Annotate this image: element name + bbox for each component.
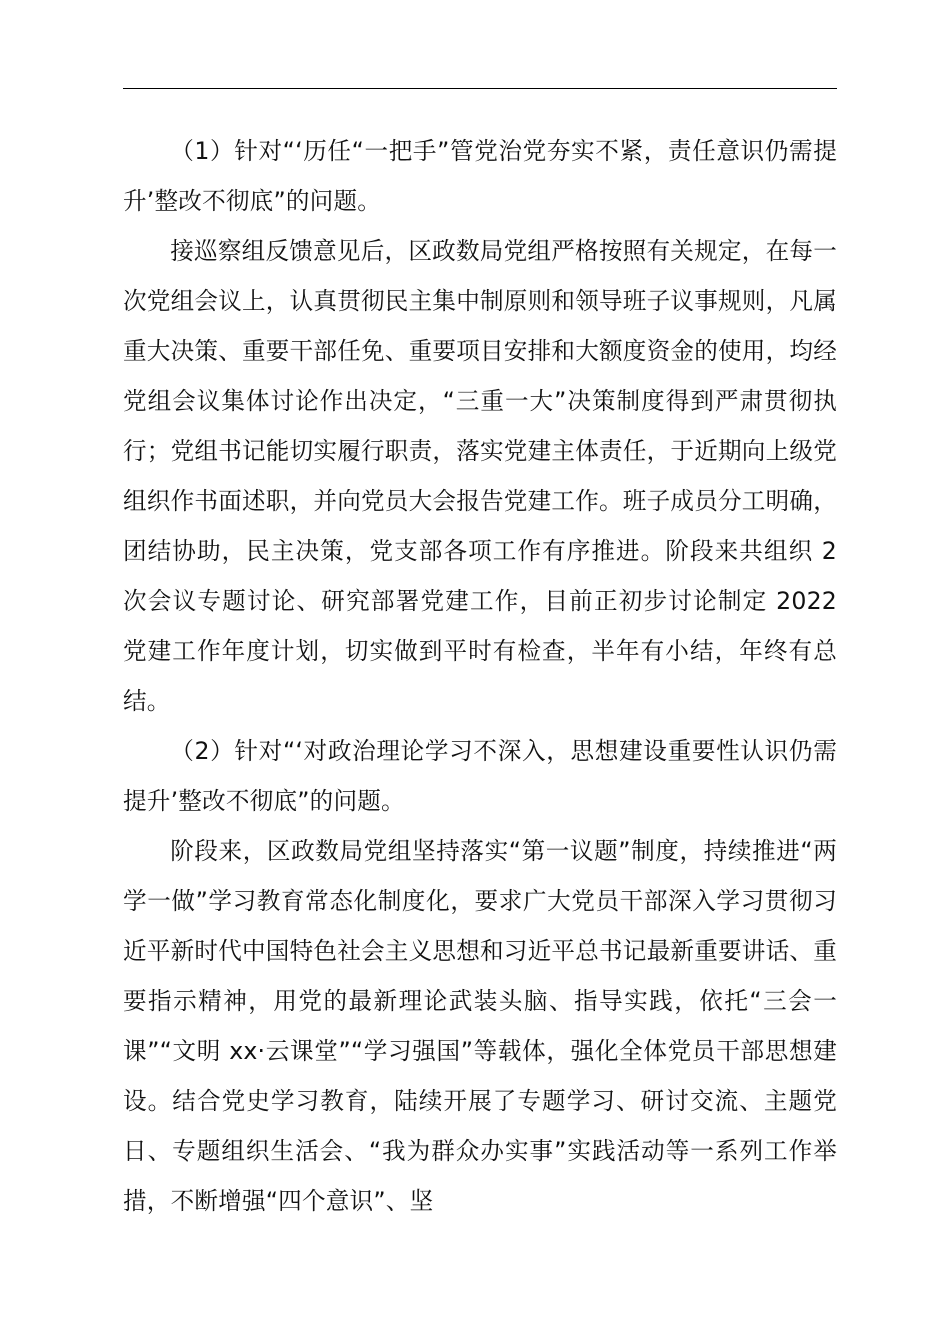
body-paragraph-2: 阶段来，区政数局党组坚持落实“第一议题”制度，持续推进“两学一做”学习教育常态化制度化，要求广大党员干部深入学习贯彻习近平新时代中国特色社会主义思想和习近平总书记最新重要讲话、重要指示精神，用党的最新理论武装头脑、指导实践，依托“三会一课”“文明 xx·云课堂”“学习强国”等载体，强化全体党员干部思想建设。结合党史学习教育，陆续开展了专题学习、研讨交流、主题党日、专题组织生活会、“我为群众办实事”实践活动等一系列工作举措，不断增强“四个意识”、坚 <box>123 837 837 1215</box>
body-paragraph-1: 接巡察组反馈意见后，区政数局党组严格按照有关规定，在每一次党组会议上，认真贯彻民主集中制原则和领导班子议事规则，凡属重大决策、重要干部任免、重要项目安排和大额度资金的使用，均经党组会议集体讨论作出决定，“三重一大”决策制度得到严肃贯彻执行；党组书记能切实履行职责，落实党建主体责任，于近期向上级党组织作书面述职，并向党员大会报告党建工作。班子成员分工明确，团结协助，民主决策，党支部各项工作有序推进。阶段来共组织 2 次会议专题讨论、研究部署党建工作，目前正初步讨论制定 2022 党建工作年度计划，切实做到平时有检查，半年有小结，年终有总结。 <box>123 237 837 715</box>
section-heading-1: （1）针对“‘历任“一把手”管党治党夯实不紧，责任意识仍需提升’整改不彻底”的问题。 <box>123 137 837 215</box>
document-body <box>123 126 837 1226</box>
section-heading-2: （2）针对“‘对政治理论学习不深入，思想建设重要性认识仍需提升’整改不彻底”的问题。 <box>123 737 837 815</box>
header-rule <box>123 88 837 89</box>
